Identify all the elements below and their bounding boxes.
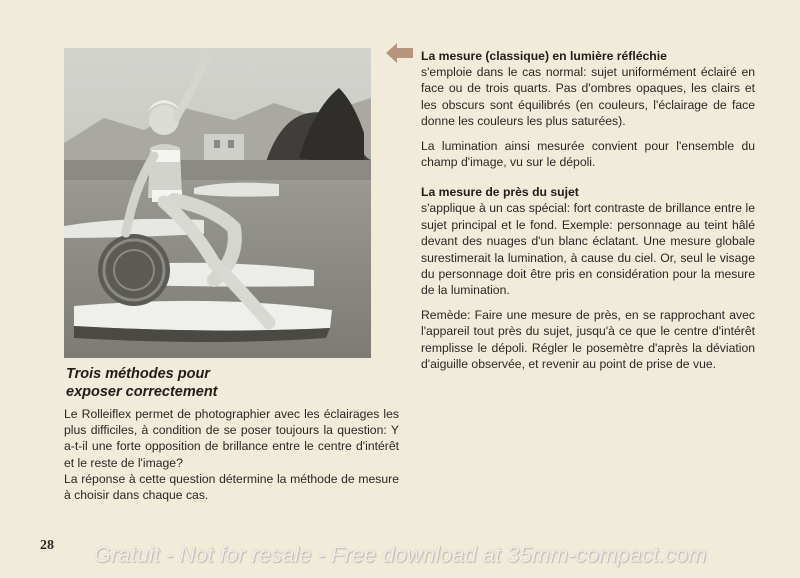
methods-column xyxy=(421,48,755,373)
close-up-title: La mesure de près du sujet xyxy=(421,185,579,200)
watermark: Gratuit - Not for resale - Free download at 35mm-compact.com xyxy=(93,542,707,567)
intro-text xyxy=(64,406,399,503)
beach-photo xyxy=(64,48,371,358)
intro-paragraph-2: La réponse à cette question détermine la méthode de mesure à choisir dans chaque cas. xyxy=(64,471,399,503)
arrow-left-icon xyxy=(386,42,414,64)
photo-illustration xyxy=(64,48,371,358)
heading-line-1: Trois méthodes pour xyxy=(66,366,210,382)
close-up-paragraph-2: Remède: Faire une mesure de près, en se rapprochant avec l'appareil tout près du sujet, jusqu'à ce que le centre d'intérêt remplisse le dépoli. Régler le posemètre d'après la déviation d'aiguille observée, et revenir au point de prise de vue. xyxy=(421,307,755,372)
reflected-light-paragraph-1: s'emploie dans le cas normal: sujet uniformément éclairé en face ou de trois quarts. Pas d'ombres opaques, les clairs et les obscurs sont équilibrés (en couleurs, l'éclairage de face donne les couleurs les plus saturées). xyxy=(421,65,755,129)
close-up-paragraph-1: s'applique à un cas spécial: fort contraste de brillance entre le sujet principal et le fond. Exemple: personnage au teint hâlé devant des nuages d'un blanc éclatant. Une mesure globale surestimerait la lumination, à cause du ciel. Or, seul le visage du personnage doit être pris en considération pour la mesure de la lumination. xyxy=(421,201,755,298)
intro-paragraph-1: Le Rolleiflex permet de photographier avec les éclairages les plus difficiles, à condition de se poser toujours la question: Y a-t-il une forte opposition de brillance entre le centre d'intérêt et le reste de l'image? xyxy=(64,407,399,470)
reflected-light-paragraph-2: La lumination ainsi mesurée convient pour l'ensemble du champ d'image, vu sur le dépoli. xyxy=(421,138,755,170)
heading-line-2: exposer correctement xyxy=(66,384,218,400)
page-number: 28 xyxy=(40,538,54,553)
section-heading xyxy=(66,365,386,401)
reflected-light-title: La mesure (classique) en lumière réfléchie xyxy=(421,49,667,63)
